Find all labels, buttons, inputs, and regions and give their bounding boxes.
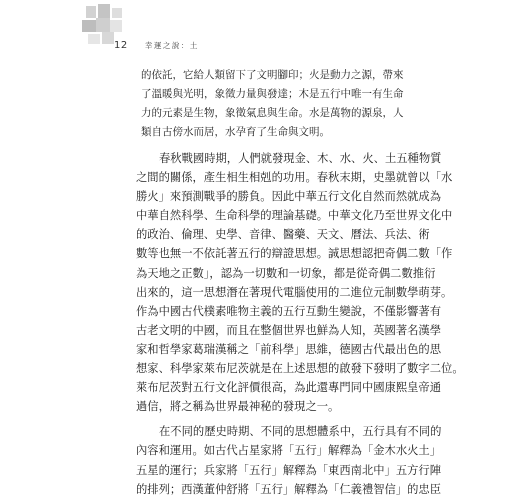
paragraph-line: 為天地之正數」，認為一切數和一切象，都是從奇偶二數推衍	[136, 266, 436, 280]
paragraph-line: 萊布尼茨對五行文化評價很高，為此還專門同中國康熙皇帝通	[136, 381, 442, 395]
verse-line: 類自古傍水而居，水孕育了生命與文明。	[141, 126, 330, 138]
paragraph-line: 在不同的歷史時期、不同的思想體系中，五行具有不同的	[159, 425, 442, 439]
paragraph-line: 古老文明的中國，而且在整個世界也鮮為人知，英國著名漢學	[136, 323, 442, 337]
paragraph-line: 的政治、倫理、史學、音律、醫藥、天文、曆法、兵法、術	[136, 228, 430, 242]
paragraph-line: 過信，將之稱為世界最神秘的發現之一。	[136, 400, 340, 414]
paragraph-line: 五星的運行；兵家將「五行」解釋為「東西南北中」五方行陣	[136, 463, 442, 477]
verse-line: 的依託，它給人類留下了文明腳印；火是動力之源，帶來	[141, 69, 404, 81]
paragraph-line: 的排列；西漢董仲舒將「五行」解釋為「仁義禮智信」的忠臣	[136, 482, 442, 496]
verse-line: 力的元素是生物，象徵氣息與生命。水是萬物的源泉，人	[141, 107, 404, 119]
paragraph-line: 之間的關係，產生相生相剋的功用。春秋末期，史墨就曾以「水	[136, 171, 453, 185]
paragraph-line: 春秋戰國時期，人們就發現金、木、水、火、土五種物質	[159, 152, 442, 165]
paragraph-line: 中華自然科學、生命科學的理論基礎。中華文化乃至世界文化中	[136, 209, 453, 223]
page-number: 12	[114, 40, 128, 51]
page-header	[114, 33, 199, 51]
paragraph-line: 家和哲學家葛瑞漢稱之「前科學」思維，德國古代最出色的思	[136, 342, 442, 356]
running-head: 幸運之說：土	[144, 41, 199, 50]
paragraph-line: 出來的，這一思想潛在著現代電腦使用的二進位元制數學萌芽。	[136, 285, 453, 299]
verse-block	[141, 66, 441, 142]
paragraph-line: 數等也無一不依託著五行的辯證思想。誠思想認把奇偶二數「作	[136, 247, 453, 261]
body-text	[136, 149, 464, 499]
paragraph-line: 內容和運用。如古代占星家將「五行」解釋為「金木水火土」	[136, 444, 442, 458]
paragraph-line: 作為中國古代樸素唯物主義的五行互動生變說，不僅影響著有	[136, 304, 442, 318]
paragraph-line: 勝火」來預測戰爭的勝負。因此中華五行文化自然而然就成為	[136, 190, 442, 204]
verse-line: 了溫暖與光明，象徵力量與發達；木是五行中唯一有生命	[141, 88, 404, 100]
paragraph-line: 想家、科學家萊布尼茨就是在上述思想的啟發下發明了數字二位。	[136, 362, 464, 376]
